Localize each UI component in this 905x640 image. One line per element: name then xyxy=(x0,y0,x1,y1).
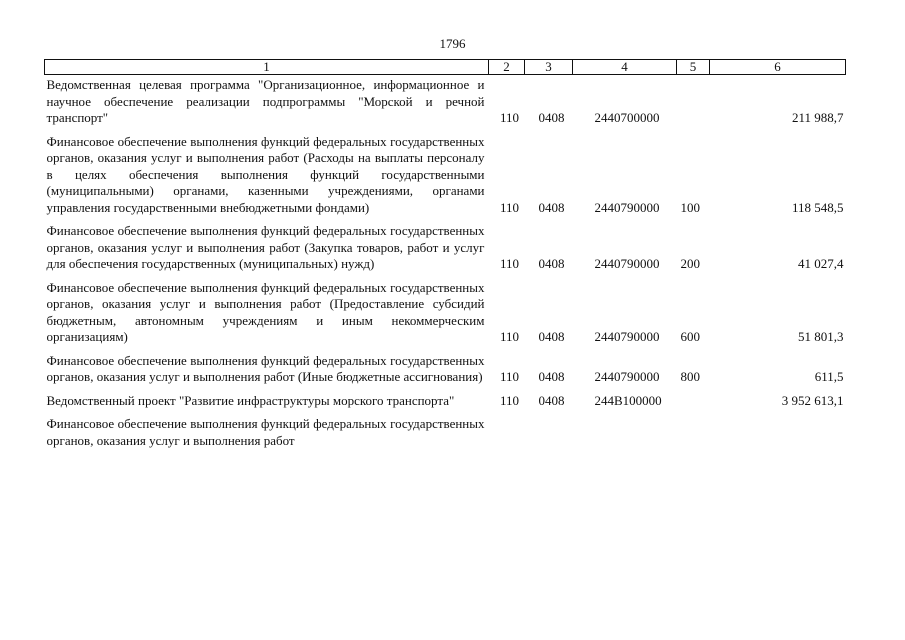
amount: 51 801,3 xyxy=(798,329,844,344)
code-expense-type: 200 xyxy=(680,256,700,271)
amount: 611,5 xyxy=(814,369,844,384)
table-row xyxy=(45,75,846,127)
code-target: 2440790000 xyxy=(594,369,660,384)
item-name: Финансовое обеспечение выполнения функций федеральных государственных органов, оказания услуг и выполнения работ (Иные бюджетные ассигнования) xyxy=(46,352,485,384)
amount: 211 988,7 xyxy=(791,110,844,125)
code-target: 244В100000 xyxy=(594,392,662,408)
column-header-4: 4 xyxy=(573,60,677,75)
code-section: 110 xyxy=(499,392,520,408)
table-row xyxy=(45,409,846,449)
item-name: Ведомственная целевая программа "Организационное, информационное и научное обеспечение реализации подпрограммы "Морской и речной транспорт" xyxy=(46,77,485,125)
table-row xyxy=(45,346,846,386)
table-body xyxy=(45,75,846,450)
column-header-1: 1 xyxy=(45,60,489,75)
code-expense-type: 100 xyxy=(680,199,700,215)
code-subsection: 0408 xyxy=(538,329,565,344)
table-row xyxy=(45,386,846,410)
budget-table xyxy=(44,59,846,449)
code-target: 2440790000 xyxy=(594,256,660,271)
amount: 3 952 613,1 xyxy=(781,392,844,408)
table-row xyxy=(45,127,846,217)
code-subsection: 0408 xyxy=(538,369,565,384)
column-header-5: 5 xyxy=(677,60,710,75)
code-subsection: 0408 xyxy=(538,392,565,408)
code-section: 110 xyxy=(499,329,520,344)
code-subsection: 0408 xyxy=(538,199,565,215)
code-section: 110 xyxy=(499,369,520,384)
code-section: 110 xyxy=(499,199,520,215)
item-name: Финансовое обеспечение выполнения функций федеральных государственных органов, оказания услуг и выполнения работ xyxy=(46,416,485,448)
table-row xyxy=(45,273,846,346)
code-subsection xyxy=(525,409,573,449)
item-name: Финансовое обеспечение выполнения функций федеральных государственных органов, оказания услуг и выполнения работ (Предоставление субсидий бюджетным, автономным учреждениям и иным некоммерческим организациям) xyxy=(46,279,485,344)
column-header-6: 6 xyxy=(710,60,846,75)
code-expense-type: 600 xyxy=(680,329,700,344)
amount: 118 548,5 xyxy=(791,199,844,215)
page-number: 1796 xyxy=(439,36,466,51)
code-section xyxy=(489,409,525,449)
code-section: 110 xyxy=(499,256,520,271)
code-target xyxy=(573,409,677,449)
code-section: 110 xyxy=(499,110,520,125)
code-expense-type xyxy=(677,386,710,410)
amount xyxy=(710,409,846,449)
column-header-2: 2 xyxy=(489,60,525,75)
code-subsection: 0408 xyxy=(538,110,565,125)
code-expense-type: 800 xyxy=(680,369,700,384)
code-target: 2440790000 xyxy=(594,329,660,344)
item-name: Финансовое обеспечение выполнения функций федеральных государственных органов, оказания услуг и выполнения работ (Расходы на выплаты персоналу в целях обеспечения выполнения функций государственными (муниципальными) органами, казенными учреждениями, органами управления государственными внебюджетными фондами) xyxy=(46,133,485,215)
code-expense-type xyxy=(677,75,710,127)
table-row xyxy=(45,216,846,273)
column-header-3: 3 xyxy=(525,60,573,75)
header-row xyxy=(45,60,846,75)
amount: 41 027,4 xyxy=(798,256,844,271)
code-target: 2440790000 xyxy=(594,199,660,215)
item-name: Ведомственный проект "Развитие инфраструктуры морского транспорта" xyxy=(46,392,455,408)
code-expense-type xyxy=(677,409,710,449)
code-target: 2440700000 xyxy=(594,110,660,125)
item-name: Финансовое обеспечение выполнения функций федеральных государственных органов, оказания услуг и выполнения работ (Закупка товаров, работ и услуг для обеспечения государственных (муниципальных) нужд) xyxy=(46,223,485,271)
table-header xyxy=(45,60,846,75)
code-subsection: 0408 xyxy=(538,256,565,271)
